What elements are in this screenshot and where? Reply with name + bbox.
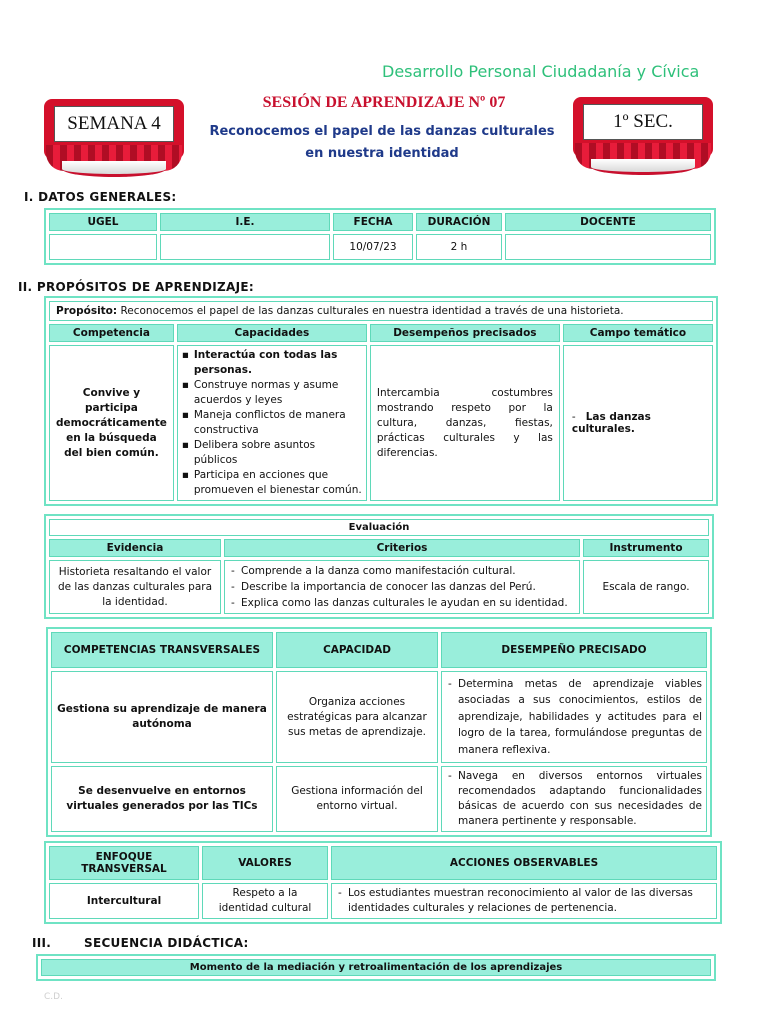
- valor-cell: Respeto a la identidad cultural: [202, 883, 328, 919]
- desempeno-cell: Intercambia costumbres mostrando respeto por la cultura, danzas, fiestas, prácticas culturales y las diferencias.: [370, 345, 560, 501]
- col-evidencia: Evidencia: [49, 539, 221, 557]
- secuencia-table: [36, 954, 716, 981]
- campo-dash: -: [571, 411, 576, 423]
- faint-footer-text: C.D.: [44, 992, 63, 1002]
- subtitle-line-1: Reconocemos el papel de las danzas culturales: [209, 124, 555, 139]
- capacidades-list: [182, 348, 362, 498]
- col-ugel: UGEL: [49, 213, 157, 231]
- col-duracion: DURACIÓN: [416, 213, 502, 231]
- col-campo-tematico: Campo temático: [563, 324, 713, 342]
- transversal-competencia-2: Se desenvuelve en entornos virtuales generados por las TICs: [51, 766, 273, 832]
- week-label: SEMANA 4: [54, 106, 174, 142]
- accion-item: - Los estudiantes muestran reconocimiento al valor de las diversas identidades culturales y relaciones de pertenencia.: [336, 886, 712, 916]
- col-criterios: Criterios: [224, 539, 580, 557]
- cell-ie: [160, 234, 330, 260]
- enfoque-cell: Intercultural: [49, 883, 199, 919]
- criterio-item: - Explica como las danzas culturales le ayudan en su identidad.: [229, 595, 575, 611]
- evaluacion-title: Evaluación: [49, 519, 709, 536]
- campo-text: Las danzas culturales.: [571, 411, 651, 435]
- ribbon-wave: [591, 159, 695, 175]
- cell-ugel: [49, 234, 157, 260]
- capacidad-item: ▪ Construye normas y asume acuerdos y leyes: [182, 378, 362, 408]
- competencia-cell: Convive y participa democráticamente en la búsqueda del bien común.: [49, 345, 174, 501]
- capacidades-cell: [177, 345, 367, 501]
- purpose-text: Reconocemos el papel de las danzas culturales en nuestra identidad a través de una historieta.: [117, 305, 624, 317]
- datos-generales-table: [44, 208, 716, 265]
- col-docente: DOCENTE: [505, 213, 711, 231]
- col-enfoque-transversal: ENFOQUE TRANSVERSAL: [49, 846, 199, 880]
- col-valores: VALORES: [202, 846, 328, 880]
- accion-cell: [331, 883, 717, 919]
- criterios-list: [229, 563, 575, 611]
- criterios-cell: [224, 560, 580, 614]
- col-capacidad: CAPACIDAD: [276, 632, 438, 668]
- col-instrumento: Instrumento: [583, 539, 709, 557]
- transversal-desempeno-list: [446, 676, 702, 759]
- secuencia-bar: Momento de la mediación y retroalimentación de los aprendizajes: [41, 959, 711, 976]
- section-propositos-heading: II. PROPÓSITOS DE APRENDIZAJE:: [18, 280, 254, 294]
- subject-title: Desarrollo Personal Ciudadanía y Cívica: [382, 62, 700, 81]
- col-acciones-observables: ACCIONES OBSERVABLES: [331, 846, 717, 880]
- ribbon-wave: [62, 161, 166, 177]
- cell-duracion: 2 h: [416, 234, 502, 260]
- competencias-transversales-table: [46, 627, 712, 837]
- instrumento-cell: Escala de rango.: [583, 560, 709, 614]
- transversal-desempeno-2-cell: [441, 766, 707, 832]
- capacidad-item: ▪ Maneja conflictos de manera constructiva: [182, 408, 362, 438]
- col-ie: I.E.: [160, 213, 330, 231]
- campo-cell: [563, 345, 713, 501]
- section-secuencia-number: III.: [32, 936, 52, 950]
- col-fecha: FECHA: [333, 213, 413, 231]
- capacidad-item: ▪ Participa en acciones que promueven el bienestar común.: [182, 468, 362, 498]
- grade-label: 1º SEC.: [583, 104, 703, 140]
- section-datos-generales-heading: I. DATOS GENERALES:: [24, 190, 177, 204]
- acciones-list: [336, 886, 712, 916]
- evaluacion-table: [44, 514, 714, 619]
- propositos-table: [44, 296, 718, 506]
- criterio-item: - Comprende a la danza como manifestación cultural.: [229, 563, 575, 579]
- col-competencias-transversales: COMPETENCIAS TRANSVERSALES: [51, 632, 273, 668]
- session-title: SESIÓN DE APRENDIZAJE Nº 07: [262, 94, 506, 111]
- transversal-competencia-1: Gestiona su aprendizaje de manera autónoma: [51, 671, 273, 763]
- col-desempeno-precisado: DESEMPEÑO PRECISADO: [441, 632, 707, 668]
- purpose-cell: [49, 301, 713, 321]
- section-secuencia-heading: SECUENCIA DIDÁCTICA:: [84, 936, 249, 950]
- cell-docente: [505, 234, 711, 260]
- enfoque-transversal-table: [44, 841, 722, 924]
- transversal-desempeno-2: - Navega en diversos entornos virtuales recomendados adaptando funcionalidades básicas de acuerdo con sus necesidades de manera pertinente y responsable.: [446, 769, 702, 829]
- transversal-desempeno-1: - Determina metas de aprendizaje viables asociadas a sus conocimientos, estilos de aprendizaje, habilidades y actitudes para el logro de la tarea, formulándose preguntas de manera reflexiva.: [446, 676, 702, 759]
- capacidad-item: ▪ Delibera sobre asuntos públicos: [182, 438, 362, 468]
- purpose-label: Propósito:: [56, 305, 118, 317]
- subtitle-line-2: en nuestra identidad: [305, 146, 459, 161]
- transversal-desempeno-list: [446, 769, 702, 829]
- col-competencia: Competencia: [49, 324, 174, 342]
- transversal-desempeno-1-cell: [441, 671, 707, 763]
- cell-fecha: 10/07/23: [333, 234, 413, 260]
- col-desempenos: Desempeños precisados: [370, 324, 560, 342]
- evidencia-cell: Historieta resaltando el valor de las danzas culturales para la identidad.: [49, 560, 221, 614]
- capacidad-item: ▪ Interactúa con todas las personas.: [182, 348, 362, 378]
- session-subtitle: [190, 121, 574, 165]
- transversal-capacidad-1: Organiza acciones estratégicas para alcanzar sus metas de aprendizaje.: [276, 671, 438, 763]
- criterio-item: - Describe la importancia de conocer las danzas del Perú.: [229, 579, 575, 595]
- transversal-capacidad-2: Gestiona información del entorno virtual.: [276, 766, 438, 832]
- col-capacidades: Capacidades: [177, 324, 367, 342]
